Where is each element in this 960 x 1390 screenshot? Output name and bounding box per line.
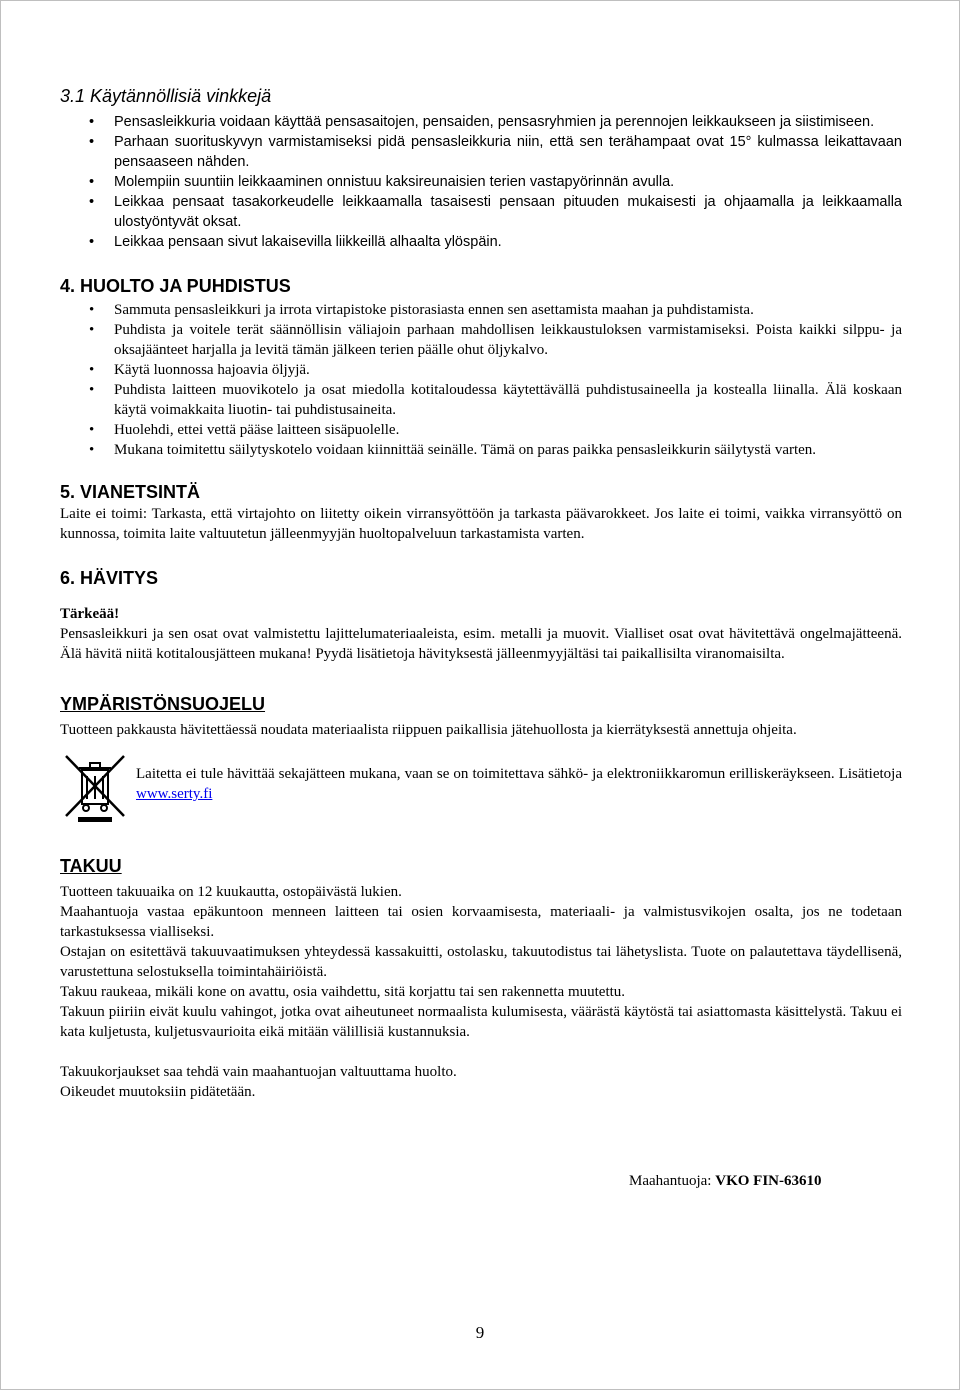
crossed-out-wheelie-bin-icon	[60, 754, 130, 824]
importer-label: Maahantuoja:	[629, 1173, 716, 1189]
document-body	[60, 84, 902, 1102]
list-item: • Leikkaa pensaat tasakorkeudelle leikkaamalla tasaisesti pensaan pituuden mukaisesti ja ohjaamalla ja leikkaamalla ulostyöntyvät oksat.	[60, 192, 902, 232]
warranty-footer-rights: Oikeudet muutoksiin pidätetään.	[60, 1084, 256, 1100]
list-item: • Käytä luonnossa hajoavia öljyjä.	[60, 360, 902, 380]
importer-info	[629, 1171, 821, 1191]
list-item: • Parhaan suorituskyvyn varmistamiseksi pidä pensasleikkuria niin, että sen terähampaat ovat 15° kulmassa leikattavaan pensaaseen nähden.	[60, 132, 902, 172]
list-item: • Huolehdi, ettei vettä pääse laitteen sisäpuolelle.	[60, 420, 902, 440]
warranty-line: Takuun piiriin eivät kuulu vahingot, jotka ovat aiheutuneet normaalista kulumisesta, väärästä käytöstä tai asiattomasta käsittelystä. Takuu ei kata kuljetusta, kuljetusvaurioita eikä mitään välillisiä kustannuksia.	[60, 1004, 902, 1040]
weee-text	[136, 754, 902, 804]
list-item: • Mukana toimitettu säilytyskotelo voidaan kiinnittää seinälle. Tämä on paras paikka pensasleikkurin säilytystä varten.	[60, 440, 902, 460]
section-title-environment: YMPÄRISTÖNSUOJELU	[60, 694, 266, 714]
section-title-warranty: TAKUU	[60, 856, 122, 876]
section-title-tips: 3.1 Käytännöllisiä vinkkejä	[60, 86, 272, 106]
maintenance-list	[60, 300, 902, 460]
warranty-line: Maahantuoja vastaa epäkuntoon menneen laitteen tai osien korvaamisesta, materiaali- ja valmistusvikojen osalta, jos ne todetaan tarkastuksessa vialliseksi.	[60, 904, 902, 940]
list-item: • Puhdista ja voitele terät säännöllisin väliajoin parhaan mahdollisen leikkaustuloksen varmistamiseksi. Poista kaikki silppu- ja oksajäänteet harjalla ja levitä tämän jälkeen terien päälle ohut öljykalvo.	[60, 320, 902, 360]
troubleshooting-text: Laite ei toimi: Tarkasta, että virtajohto on liitetty oikein virransyöttöön ja tarkasta päävarokkeet. Jos laite ei toimi, vaikka virransyöttö on kunnossa, toimita laite valtuutetun jälleenmyyjän huoltopalveluun tarkastamista varten.	[60, 506, 902, 542]
list-item: • Puhdista laitteen muovikotelo ja osat miedolla kotitaloudessa käytettävällä puhdistusaineella ja kostealla liinalla. Älä koskaan käytä voimakkaita liuotin- tai puhdistusaineita.	[60, 380, 902, 420]
section-title-maintenance: 4. HUOLTO JA PUHDISTUS	[60, 276, 291, 296]
weee-notice	[60, 754, 902, 824]
warranty-line: Takuu raukeaa, mikäli kone on avattu, osia vaihdettu, sitä korjattu tai sen rakennetta muutettu.	[60, 984, 626, 1000]
list-item: • Leikkaa pensaan sivut lakaisevilla liikkeillä alhaalta ylöspäin.	[60, 232, 902, 252]
disposal-text: Pensasleikkuri ja sen osat ovat valmistettu lajittelumateriaaleista, esim. metalli ja muovit. Vialliset osat ovat hävitettävä ongelmajätteenä. Älä hävitä niitä kotitalousjätteen mukana! Pyydä lisätietoja hävityksestä jälleenmyyjältäsi tai paikallisilta viranomaisilta.	[60, 626, 902, 662]
serty-link[interactable]: www.serty.fi	[136, 786, 213, 802]
page-number: 9	[475, 1323, 485, 1342]
important-label: Tärkeää!	[60, 606, 120, 622]
tips-list	[60, 112, 902, 252]
warranty-line: Tuotteen takuuaika on 12 kuukautta, ostopäivästä lukien.	[60, 884, 402, 900]
list-item: • Pensasleikkuria voidaan käyttää pensasaitojen, pensaiden, pensasryhmien ja perennojen leikkaukseen ja siistimiseen.	[60, 112, 902, 132]
warranty-line: Ostajan on esitettävä takuuvaatimuksen yhteydessä kassakuitti, ostolasku, takuutodistus tai lähetyslista. Tuote on palautettava täydellisenä, varustettuna selostuksella toimintahäiriöistä.	[60, 944, 902, 980]
warranty-footer-repairs: Takuukorjaukset saa tehdä vain maahantuojan valtuuttama huolto.	[60, 1064, 457, 1080]
section-title-troubleshooting: 5. VIANETSINTÄ	[60, 482, 201, 502]
weee-description: Laitetta ei tule hävittää sekajätteen mukana, vaan se on toimitettava sähkö- ja elektroniikkaromun erilliskeräykseen. Lisätietoja	[136, 766, 902, 782]
list-item: • Sammuta pensasleikkuri ja irrota virtapistoke pistorasiasta ennen sen asettamista maahan ja puhdistamista.	[60, 300, 902, 320]
section-title-disposal: 6. HÄVITYS	[60, 568, 159, 588]
importer-value: VKO FIN-63610	[715, 1173, 822, 1189]
list-item: • Molempiin suuntiin leikkaaminen onnistuu kaksireunaisien terien vastapyörinnän avulla.	[60, 172, 902, 192]
environment-text: Tuotteen pakkausta hävitettäessä noudata materiaalista riippuen paikallisia jätehuollosta ja kierrätyksestä annettuja ohjeita.	[60, 722, 797, 738]
